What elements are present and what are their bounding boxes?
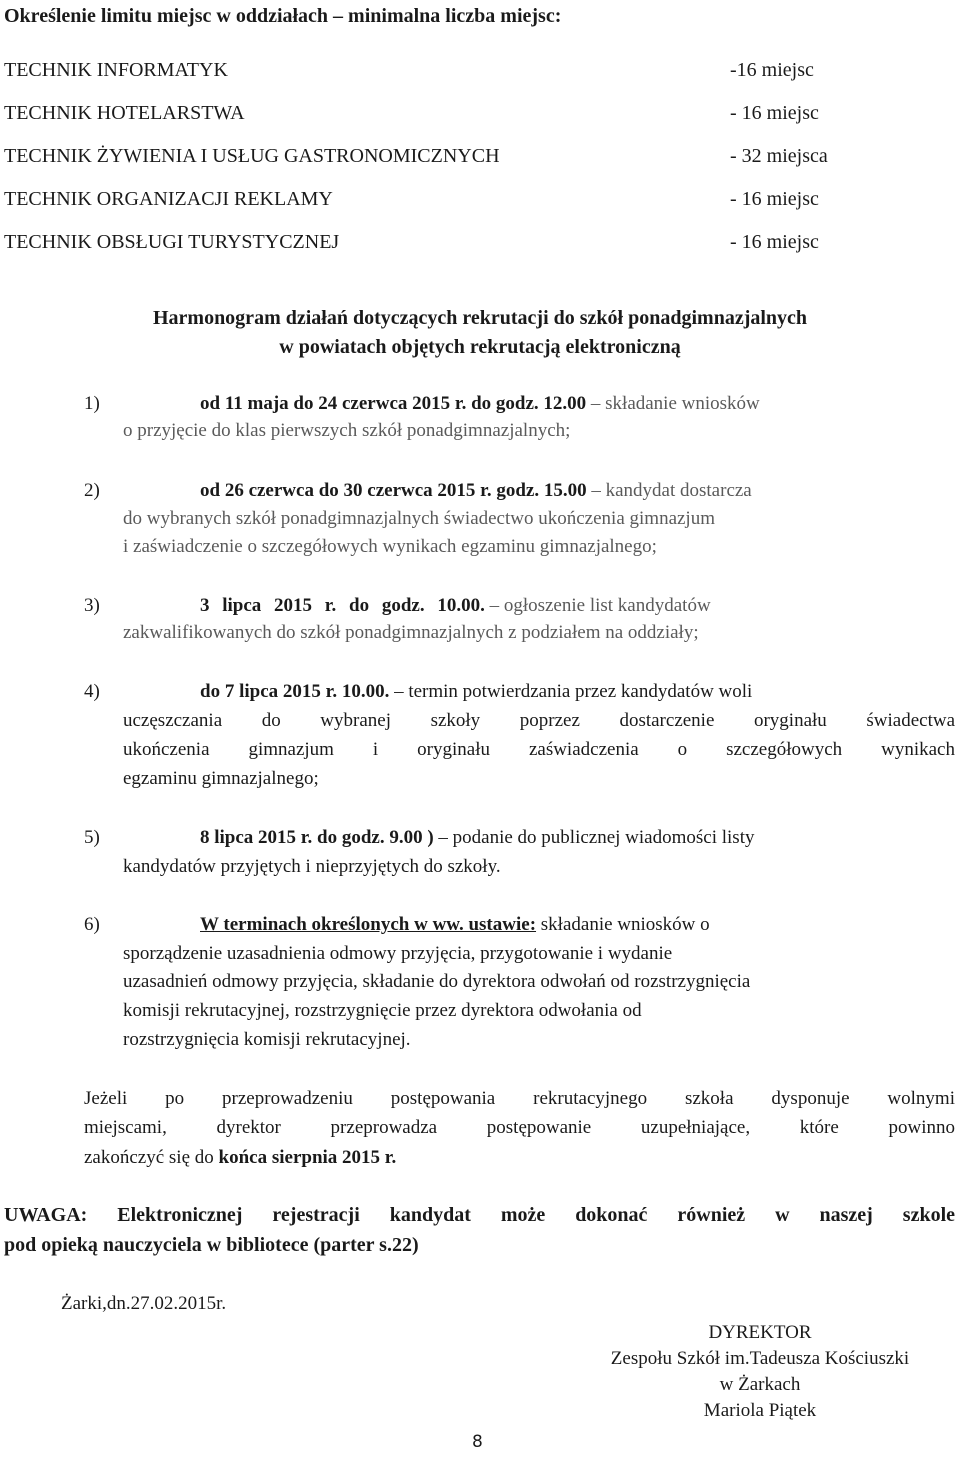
item-number: 4) (84, 681, 100, 702)
item-number: 2) (84, 480, 100, 501)
note-line: miejscami, dyrektor przeprowadza postępowanie uzupełniające, które powinno (84, 1117, 955, 1138)
item-line: uczęszczania do wybranej szkoły poprzez dostarczenie oryginału świadectwa (123, 710, 955, 731)
item-line: sporządzenie uzasadnienia odmowy przyjęcia, przygotowanie i wydanie (123, 943, 673, 964)
place-date: Żarki,dn.27.02.2015r. (61, 1293, 227, 1314)
item-line: kandydatów przyjętych i nieprzyjętych do szkoły. (123, 856, 501, 877)
item-line: o przyjęcie do klas pierwszych szkół ponadgimnazjalnych; (123, 420, 571, 441)
warning-line: UWAGA: Elektronicznej rejestracji kandydat może dokonać również w naszej szkole (4, 1204, 955, 1226)
limit-name: TECHNIK INFORMATYK (4, 59, 228, 81)
note-deadline: końca sierpnia 2015 r. (218, 1147, 397, 1168)
limit-value: - 16 miejsc (730, 188, 819, 210)
page-number: 8 (472, 1432, 483, 1452)
item-line: komisji rekrutacyjnej, rozstrzygnięcie przez dyrektora odwołania od (123, 1000, 642, 1021)
item-first-line (200, 913, 710, 937)
item-first-line (200, 392, 760, 416)
signature-place: w Żarkach (719, 1374, 801, 1395)
item-first-line (200, 594, 711, 618)
note-line (84, 1146, 396, 1170)
limit-value: - 16 miejsc (730, 102, 819, 124)
item-first-line (200, 479, 752, 503)
item-line: zakwalifikowanych do szkół ponadgimnazjalnych z podziałem na oddziały; (123, 622, 699, 643)
item-date: 3 lipca 2015 r. do godz. 10.00. (200, 595, 485, 616)
limit-name: TECHNIK OBSŁUGI TURYSTYCZNEJ (4, 231, 340, 253)
item-date: od 26 czerwca do 30 czerwca 2015 r. godz. 15.00 (200, 480, 587, 501)
item-date: do 7 lipca 2015 r. 10.00. (200, 681, 390, 702)
item-line: uzasadnień odmowy przyjęcia, składanie do dyrektora odwołań od rozstrzygnięcia (123, 971, 751, 992)
limit-value: - 32 miejsca (730, 145, 828, 167)
note-line: Jeżeli po przeprowadzeniu postępowania rekrutacyjnego szkoła dysponuje wolnymi (84, 1088, 955, 1109)
item-number: 6) (84, 914, 100, 935)
document-heading: Określenie limitu miejsc w oddziałach – minimalna liczba miejsc: (4, 5, 562, 27)
item-line: egzaminu gimnazjalnego; (123, 768, 319, 789)
item-text: – ogłoszenie list kandydatów (484, 595, 711, 616)
item-text: – składanie wniosków (586, 393, 760, 414)
item-date: od 11 maja do 24 czerwca 2015 r. do godz. 12.00 (200, 393, 587, 414)
item-date: 8 lipca 2015 r. do godz. 9.00 ) (200, 827, 434, 848)
limit-value: -16 miejsc (730, 59, 814, 81)
signature-name: Mariola Piątek (703, 1400, 817, 1421)
limit-name: TECHNIK ORGANIZACJI REKLAMY (4, 188, 333, 210)
item-number: 1) (84, 393, 100, 414)
item-text: – termin potwierdzania przez kandydatów woli (389, 681, 753, 702)
item-line: do wybranych szkół ponadgimnazjalnych świadectwo ukończenia gimnazjum (123, 508, 715, 529)
item-text: – kandydat dostarcza (586, 480, 752, 501)
schedule-title-line1: Harmonogram działań dotyczących rekrutacji do szkół ponadgimnazjalnych (152, 307, 808, 329)
limit-value: - 16 miejsc (730, 231, 819, 253)
item-number: 5) (84, 827, 100, 848)
item-line: i zaświadczenie o szczegółowych wynikach egzaminu gimnazjalnego; (123, 536, 657, 557)
item-text: składanie wniosków o (536, 914, 710, 935)
signature-school: Zespołu Szkół im.Tadeusza Kościuszki (610, 1348, 910, 1369)
item-first-line (200, 826, 754, 850)
item-number: 3) (84, 595, 100, 616)
item-line: ukończenia gimnazjum i oryginału zaświadczenia o szczegółowych wynikach (123, 739, 955, 760)
schedule-title-line2: w powiatach objętych rekrutacją elektroniczną (279, 336, 681, 358)
note-text: zakończyć się do (84, 1147, 219, 1168)
signature-title: DYREKTOR (708, 1322, 812, 1343)
item-line: rozstrzygnięcia komisji rekrutacyjnej. (123, 1029, 411, 1050)
limit-name: TECHNIK HOTELARSTWA (4, 102, 245, 124)
item-date: W terminach określonych w ww. ustawie: (200, 914, 537, 935)
limit-name: TECHNIK ŻYWIENIA I USŁUG GASTRONOMICZNYCH (4, 145, 500, 167)
item-text: – podanie do publicznej wiadomości listy (433, 827, 755, 848)
item-first-line (200, 680, 752, 704)
warning-line: pod opieką nauczyciela w bibliotece (parter s.22) (4, 1234, 419, 1256)
